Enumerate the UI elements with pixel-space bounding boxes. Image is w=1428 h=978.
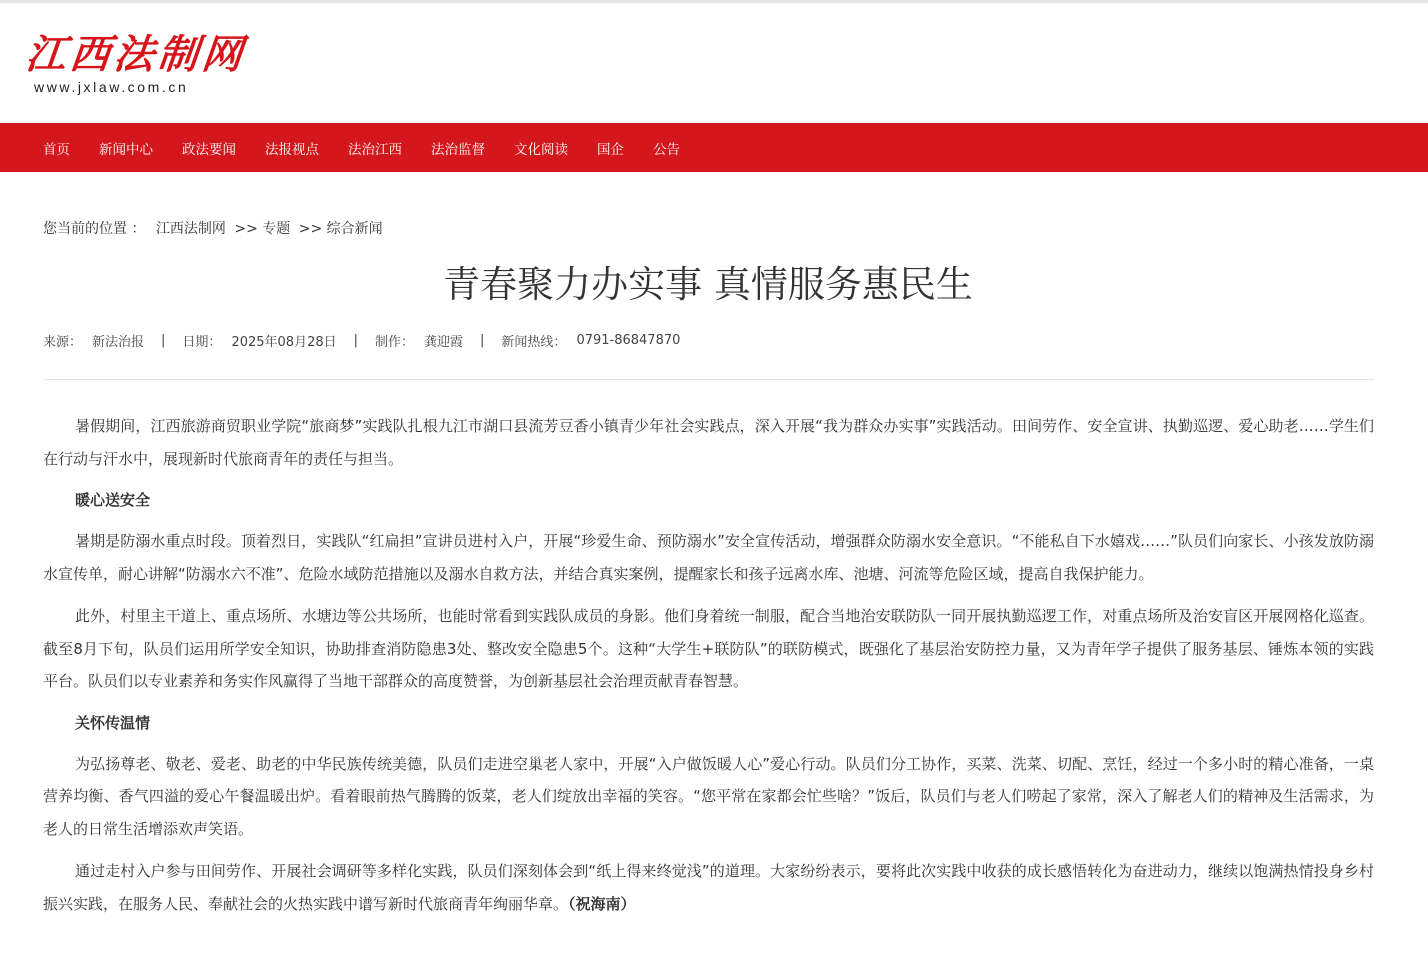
nav-item-state-enterprise[interactable]: 国企 bbox=[597, 141, 624, 158]
editor-label: 制作： bbox=[375, 334, 415, 350]
article-title: 青春聚力办实事 真情服务惠民生 bbox=[443, 263, 973, 306]
hotline-value: 0791-86847870 bbox=[576, 332, 681, 348]
source-label: 来源： bbox=[43, 334, 83, 350]
meta-separator: | bbox=[353, 332, 358, 348]
nav-item-news-center[interactable]: 新闻中心 bbox=[99, 141, 153, 158]
nav-item-politics-law[interactable]: 政法要闻 bbox=[182, 141, 236, 158]
article-subheading: 暖心送安全 bbox=[75, 491, 151, 509]
nav-item-announcement[interactable]: 公告 bbox=[653, 141, 680, 158]
nav-item-culture-reading[interactable]: 文化阅读 bbox=[514, 141, 568, 158]
breadcrumb-home[interactable]: 江西法制网 bbox=[155, 221, 226, 237]
nav-list bbox=[43, 123, 709, 172]
logo-title: 江西法制网 bbox=[23, 31, 249, 78]
breadcrumb-separator: >> bbox=[298, 221, 323, 237]
article-paragraph: 此外，村里主干道上、重点场所、水塘边等公共场所，也能时常看到实践队成员的身影。他们身着统一制服，配合当地治安联防队一同开展执勤巡逻工作，对重点场所及治安盲区开展网格化巡查。截至8月下旬，队员们运用所学安全知识，协助排查消防隐患3处、整改安全隐患5个。这种“大学生+联防队”的联防模式，既强化了基层治安防控力量，又为青年学子提供了服务基层、锤炼本领的实践平台。队员们以专业素养和务实作风赢得了当地干部群众的高度赞誉，为创新基层社会治理贡献青春智慧。 bbox=[43, 607, 1374, 690]
article-paragraph-last bbox=[43, 855, 1374, 920]
logo-url: www.jxlaw.com.cn bbox=[34, 79, 189, 95]
meta-divider bbox=[43, 379, 1374, 380]
meta-separator: | bbox=[161, 332, 166, 348]
breadcrumb-separator: >> bbox=[234, 221, 258, 237]
nav-item-law-report-view[interactable]: 法报视点 bbox=[265, 141, 319, 158]
source-value: 新法治报 bbox=[92, 334, 145, 350]
meta-separator: | bbox=[480, 332, 485, 348]
nav-item-law-supervision[interactable]: 法治监督 bbox=[431, 141, 485, 158]
breadcrumb-general-news[interactable]: 综合新闻 bbox=[326, 221, 383, 237]
article-paragraph: 暑假期间，江西旅游商贸职业学院“旅商梦”实践队扎根九江市湖口县流芳豆香小镇青少年社会实践点，深入开展“我为群众办实事”实践活动。田间劳作、安全宣讲、执勤巡逻、爱心助老……学生们在行动与汗水中，展现新时代旅商青年的责任与担当。 bbox=[43, 417, 1374, 468]
article-meta bbox=[43, 331, 680, 349]
article-subheading: 关怀传温情 bbox=[75, 713, 151, 732]
breadcrumb bbox=[43, 218, 383, 238]
site-header bbox=[0, 3, 1428, 123]
article-body bbox=[43, 410, 1374, 930]
article-paragraph: 为弘扬尊老、敬老、爱老、助老的中华民族传统美德，队员们走进空巢老人家中，开展“入户做饭暖人心”爱心行动。队员们分工协作，买菜、洗菜、切配、烹饪，经过一个多小时的精心准备，一桌营养均衡、香气四溢的爱心午餐温暖出炉。看着眼前热气腾腾的饭菜，老人们绽放出幸福的笑容。“您平常在家都会忙些啥？”饭后，队员们与老人们唠起了家常，深入了解老人们的精神及生活需求，为老人的日常生活增添欢声笑语。 bbox=[43, 754, 1374, 838]
editor-value: 龚迎霞 bbox=[424, 334, 464, 350]
nav-item-rule-of-law-jiangxi[interactable]: 法治江西 bbox=[348, 141, 402, 158]
breadcrumb-topic[interactable]: 专题 bbox=[262, 221, 291, 237]
article-author: （祝海南） bbox=[568, 894, 636, 913]
date-label: 日期： bbox=[182, 334, 222, 350]
hotline-label: 新闻热线： bbox=[501, 334, 567, 350]
site-logo[interactable] bbox=[23, 31, 249, 103]
last-paragraph-text: 通过走村入户参与田间劳作、开展社会调研等多样化实践，队员们深刻体会到“纸上得来终觉浅”的道理。大家纷纷表示，要将此次实践中收获的成长感悟转化为奋进动力，继续以饱满热情投身乡村振兴实践，在服务人民、奉献社会的火热实践中谱写新时代旅商青年绚丽华章。 bbox=[43, 862, 1374, 913]
main-nav bbox=[0, 123, 1428, 172]
article-paragraph: 暑期是防溺水重点时段。顶着烈日，实践队“红扁担”宣讲员进村入户，开展“珍爱生命、预防溺水”安全宣传活动，增强群众防溺水安全意识。“不能私自下水嬉戏……”队员们向家长、小孩发放防溺水宣传单，耐心讲解“防溺水六不准”、危险水域防范措施以及溺水自救方法，并结合真实案例，提醒家长和孩子远离水库、池塘、河流等危险区域，提高自我保护能力。 bbox=[43, 532, 1374, 583]
nav-item-home[interactable]: 首页 bbox=[43, 141, 70, 158]
breadcrumb-prefix: 您当前的位置 ： bbox=[43, 221, 146, 237]
date-value: 2025年08月28日 bbox=[231, 334, 337, 350]
